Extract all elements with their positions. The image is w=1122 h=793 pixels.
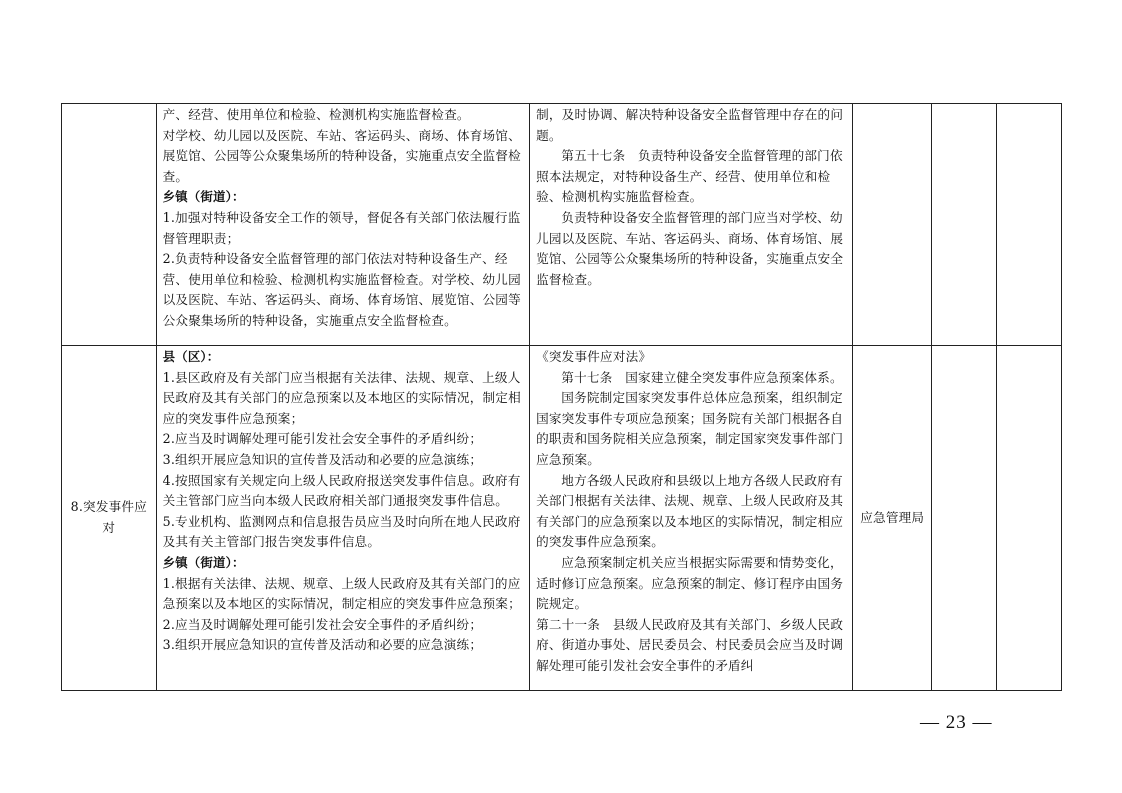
task-heading: 乡镇（街道）： — [162, 554, 245, 570]
task-line: 产、经营、使用单位和检验、检测机构实施监督检查。 — [162, 107, 470, 122]
empty-cell — [932, 346, 997, 691]
task-line: 5.专业机构、监测网点和信息报告员应当及时向所在地人民政府及其有关主管部门报告突发事件信息。 — [162, 513, 521, 550]
task-line: 4.按照国家有关规定向上级人民政府报送突发事件信息。政府有关主管部门应当向本级人民政府相关部门通报突发事件信息。 — [162, 472, 521, 509]
basis-line: 制，及时协调、解决特种设备安全监督管理中存在的问题。 — [536, 107, 844, 143]
basis-line: 第二十一条 县级人民政府及其有关部门、乡级人民政府、街道办事处、居民委员会、村民委员会应当及时调解处理可能引发社会安全事件的矛盾纠 — [536, 616, 844, 673]
task-line: 2.负责特种设备安全监督管理的部门依法对特种设备生产、经营、使用单位和检验、检测机构实施监督检查。对学校、幼儿园以及医院、车站、客运码头、商场、体育场馆、展览馆、公园等公众聚集场所的特种设备，实施重点安全监督检查。 — [162, 251, 521, 328]
basis-line: 第五十七条 负责特种设备安全监督管理的部门依照本法规定，对特种设备生产、经营、使用单位和检验、检测机构实施监督检查。 — [536, 148, 843, 205]
basis-line: 应急预案制定机关应当根据实际需要和情势变化，适时修订应急预案。应急预案的制定、修订程序由国务院规定。 — [536, 554, 844, 612]
task-line: 1.加强对特种设备安全工作的领导，督促各有关部门依法履行监督管理职责； — [162, 209, 521, 246]
basis-line: 第十七条 国家建立健全突发事件应急预案体系。 — [561, 369, 843, 385]
task-line: 3.组织开展应急知识的宣传普及活动和必要的应急演练； — [162, 451, 483, 467]
task-line: 1.根据有关法律、法规、规章、上级人民政府及其有关部门的应急预案以及本地区的实际情况，制定相应的突发事件应急预案； — [162, 575, 521, 612]
law-title: 《突发事件应对法》 — [536, 349, 652, 364]
empty-cell — [932, 104, 997, 346]
task-line: 2.应当及时调解处理可能引发社会安全事件的矛盾纠纷； — [162, 431, 483, 447]
empty-cell — [997, 104, 1062, 346]
basis-cell — [530, 346, 853, 691]
page-number: — 23 — — [920, 712, 993, 733]
task-heading: 乡镇（街道）： — [162, 189, 245, 205]
basis-line: 地方各级人民政府和县级以上地方各级人民政府有关部门根据有关法律、法规、规章、上级人民政府及其有关部门的应急预案以及本地区的实际情况，制定相应的突发事件应急预案。 — [536, 472, 844, 550]
basis-line: 负责特种设备安全监督管理的部门应当对学校、幼儿园以及医院、车站、客运码头、商场、体育场馆、展览馆、公园等公众聚集场所的特种设备，实施重点安全监督检查。 — [536, 209, 844, 287]
table-row — [62, 104, 1062, 346]
dept-label: 应急管理局 — [860, 509, 925, 525]
task-line: 2.应当及时调解处理可能引发社会安全事件的矛盾纠纷； — [162, 616, 483, 632]
task-line: 3.组织开展应急知识的宣传普及活动和必要的应急演练； — [162, 637, 483, 653]
task-cell — [156, 104, 529, 346]
item-label: 8.突发事件应对 — [70, 499, 148, 535]
task-cell — [156, 346, 529, 691]
basis-cell — [530, 104, 853, 346]
task-line: 1.县区政府及有关部门应当根据有关法律、法规、规章、上级人民政府及其有关部门的应急预案以及本地区的实际情况，制定相应的突发事件应急预案； — [162, 369, 521, 426]
task-heading: 县（区）： — [162, 349, 220, 364]
dept-cell — [853, 346, 932, 691]
item-cell — [62, 346, 157, 691]
responsibility-table — [61, 103, 1062, 691]
task-line: 对学校、幼儿园以及医院、车站、客运码头、商场、体育场馆、展览馆、公园等公众聚集场所的特种设备，实施重点安全监督检查。 — [162, 127, 521, 184]
empty-cell — [997, 346, 1062, 691]
item-cell — [62, 104, 157, 346]
basis-line: 国务院制定国家突发事件总体应急预案，组织制定国家突发事件专项应急预案；国务院有关部门根据各自的职责和国务院相关应急预案，制定国家突发事件部门应急预案。 — [536, 390, 844, 467]
table-row — [62, 346, 1062, 691]
dept-cell — [853, 104, 932, 346]
